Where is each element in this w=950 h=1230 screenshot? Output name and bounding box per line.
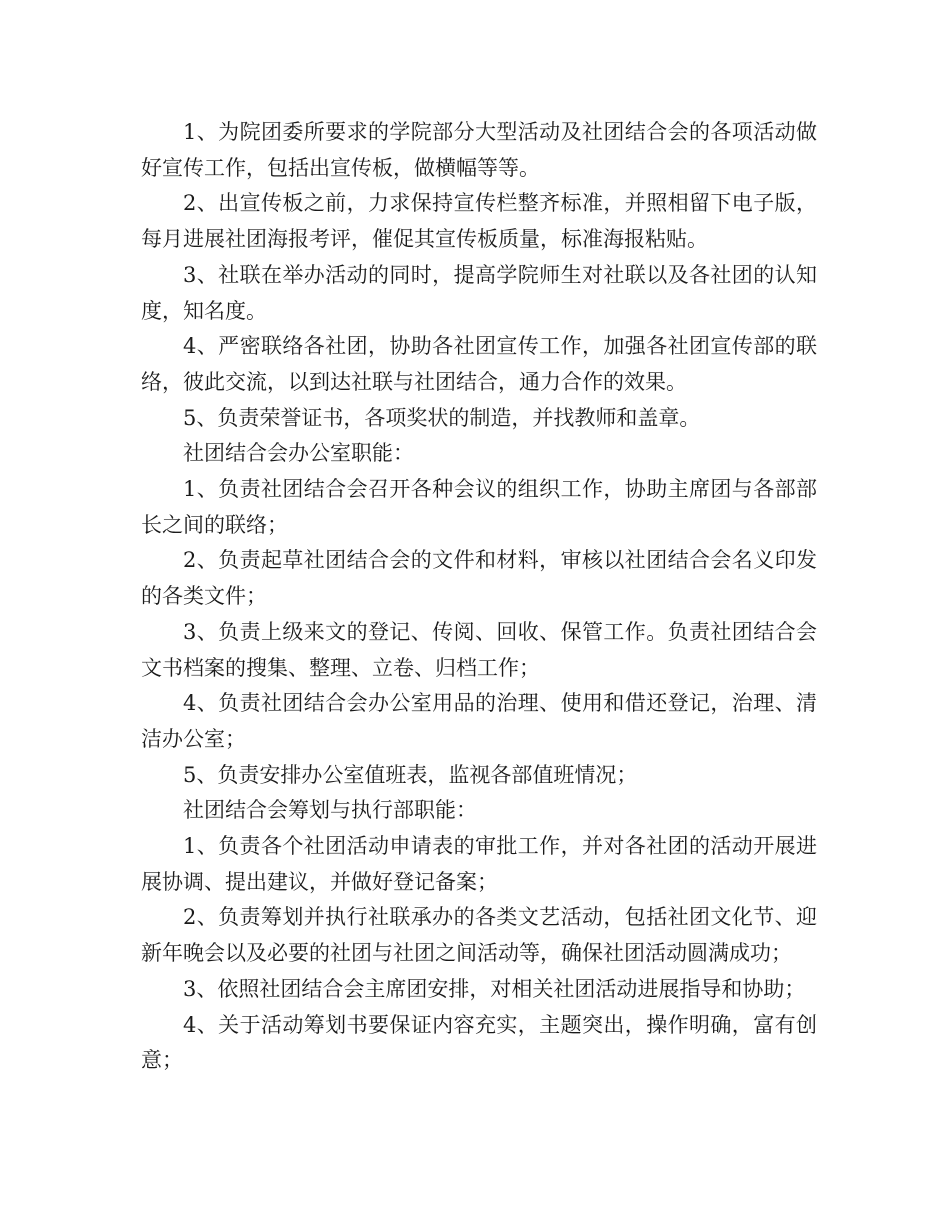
paragraph-5: 5、负责荣誉证书，各项奖状的制造，并找教师和盖章。 bbox=[183, 405, 701, 430]
paragraph-16: 4、关于活动筹划书要保证内容充实，主题突出，操作明确，富有创意； bbox=[141, 1012, 817, 1073]
paragraph-14: 2、负责筹划并执行社联承办的各类文艺活动，包括社团文化节、迎新年晚会以及必要的社团与社团之间活动等，确保社团活动圆满成功； bbox=[141, 905, 817, 966]
paragraph-15: 3、依照社团结合会主席团安排，对相关社团活动进展指导和协助； bbox=[183, 976, 806, 1001]
paragraph-1: 1、为院团委所要求的学院部分大型活动及社团结合会的各项活动做好宣传工作，包括出宣传板，做横幅等等。 bbox=[141, 120, 817, 180]
document-body bbox=[141, 115, 817, 1079]
paragraph-11: 5、负责安排办公室值班表，监视各部值班情况； bbox=[183, 762, 638, 787]
paragraph-13: 1、负责各个社团活动申请表的审批工作，并对各社团的活动开展进展协调、提出建议，并做好登记备案； bbox=[141, 834, 817, 894]
paragraph-8: 2、负责起草社团结合会的文件和材料，审核以社团结合会名义印发的各类文件； bbox=[141, 548, 817, 609]
paragraph-10: 4、负责社团结合会办公室用品的治理、使用和借还登记，治理、清洁办公室； bbox=[141, 691, 817, 751]
section-heading-office: 社团结合会办公室职能： bbox=[183, 441, 414, 466]
paragraph-2: 2、出宣传板之前，力求保持宣传栏整齐标准，并照相留下电子版，每月进展社团海报考评，催促其宣传板质量，标准海报粘贴。 bbox=[141, 191, 817, 252]
paragraph-7: 1、负责社团结合会召开各种会议的组织工作，协助主席团与各部部长之间的联络； bbox=[141, 477, 817, 537]
section-heading-planning: 社团结合会筹划与执行部职能： bbox=[183, 798, 477, 823]
paragraph-4: 4、严密联络各社团，协助各社团宣传工作，加强各社团宣传部的联络，彼此交流，以到达社联与社团结合，通力合作的效果。 bbox=[141, 334, 817, 394]
paragraph-3: 3、社联在举办活动的同时，提高学院师生对社联以及各社团的认知度，知名度。 bbox=[141, 262, 817, 323]
paragraph-9: 3、负责上级来文的登记、传阅、回收、保管工作。负责社团结合会文书档案的搜集、整理、立卷、归档工作； bbox=[141, 619, 817, 680]
